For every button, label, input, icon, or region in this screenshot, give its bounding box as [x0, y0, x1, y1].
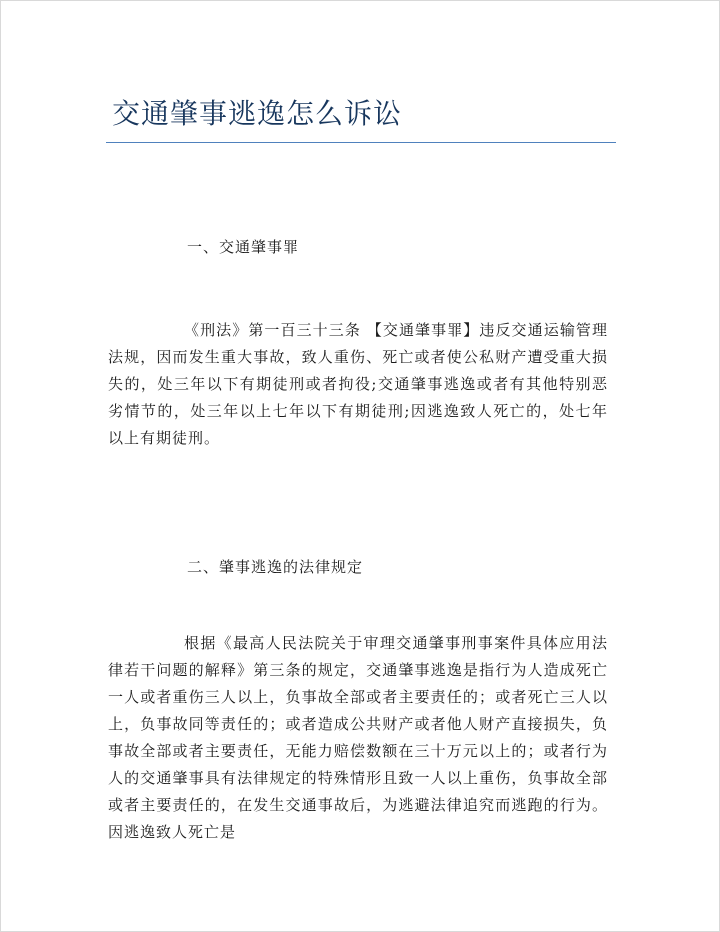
section-paragraph-1: 《刑法》第一百三十三条 【交通肇事罪】违反交通运输管理法规，因而发生重大事故，致人重伤、死亡或者使公私财产遭受重大损失的，处三年以下有期徒刑或者拘役;交通肇事逃逸或者有其他特别恶劣情节的，处三年以上七年以下有期徒刑;因逃逸致人死亡的，处七年以上有期徒刑。	[108, 321, 608, 447]
section-heading-1: 一、交通肇事罪	[187, 238, 300, 256]
title-underline	[106, 142, 616, 143]
section-paragraph-2: 根据《最高人民法院关于审理交通肇事刑事案件具体应用法律若干问题的解释》第三条的规定，交通肇事逃逸是指行为人造成死亡一人或者重伤三人以上，负事故全部或者主要责任的；或者死亡三人以上，负事故同等责任的；或者造成公共财产或者他人财产直接损失，负事故全部或者主要责任，无能力赔偿数额在三十万元以上的；或者行为人的交通肇事具有法律规定的特殊情形且致一人以上重伤，负事故全部或者主要责任的，在发生交通事故后，为逃避法律追究而逃跑的行为。因逃逸致人死亡是	[108, 634, 608, 841]
document-title: 交通肇事逃逸怎么诉讼	[112, 97, 403, 130]
section-heading-2: 二、肇事逃逸的法律规定	[187, 558, 364, 576]
